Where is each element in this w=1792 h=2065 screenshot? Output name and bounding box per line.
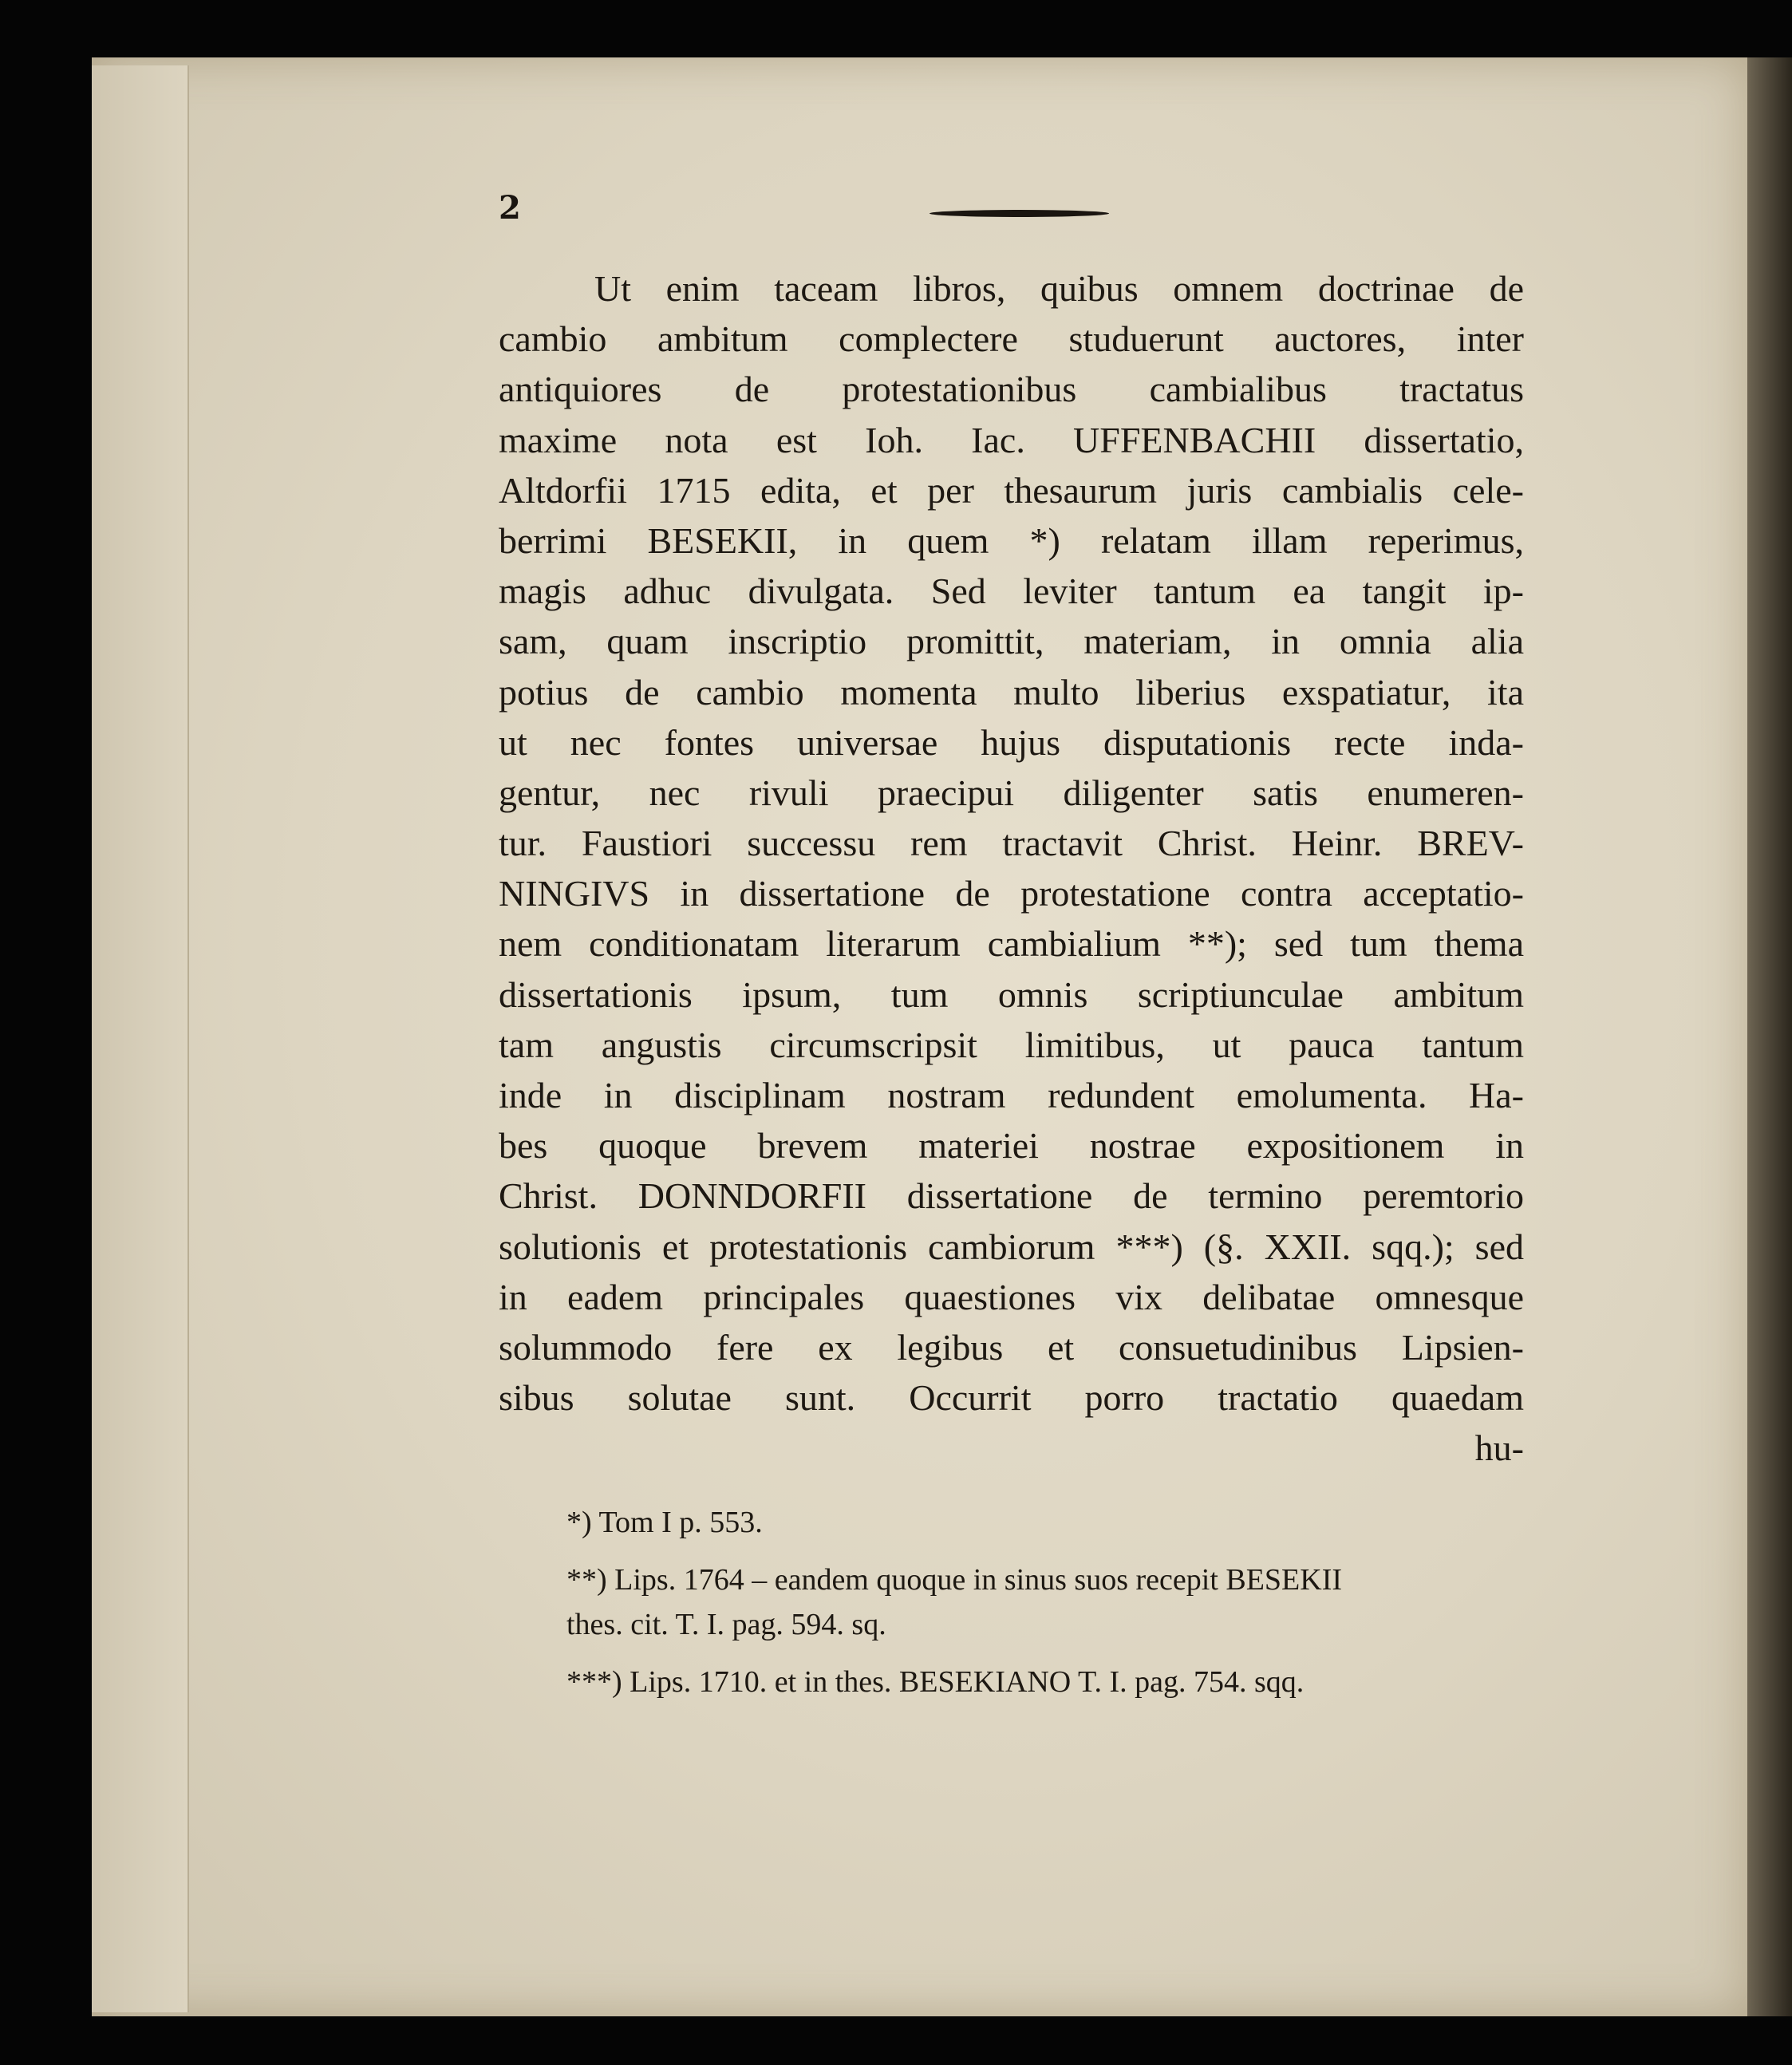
page-number: 2 [499, 189, 521, 227]
text-line: cambio ambitum complectere studuerunt auctores, inter [499, 318, 1524, 360]
text-line: solutionis et protestationis cambiorum ***) (§. XXII. sqq.); sed [499, 1226, 1524, 1267]
footnotes [499, 1500, 1524, 1704]
text-line: bes quoque brevem materiei nostrae expositionem in [499, 1125, 1524, 1167]
text-line: antiquiores de protestationibus cambialibus tractatus [499, 369, 1524, 410]
catchword: hu- [1474, 1427, 1524, 1469]
footnote: *) Tom I p. 553. [566, 1506, 763, 1539]
text-line: tur. Faustiori successu rem tractavit Christ. Heinr. BREV- [499, 823, 1524, 864]
footnote: **) Lips. 1764 – eandem quoque in sinus suos recepit BESEKII [566, 1563, 1343, 1597]
text-line: potius de cambio momenta multo liberius exspatiatur, ita [499, 671, 1524, 713]
text-line: in eadem principales quaestiones vix delibatae omnesque [499, 1276, 1524, 1317]
text-line: Ut enim taceam libros, quibus omnem doctrinae de [594, 268, 1524, 309]
text-line: sibus solutae sunt. Occurrit porro tractatio quaedam [499, 1377, 1524, 1419]
text-line: magis adhuc divulgata. Sed leviter tantum ea tangit ip- [499, 571, 1524, 612]
text-line: Christ. DONNDORFII dissertatione de termino peremtorio [499, 1175, 1524, 1217]
text-line: maxime nota est Ioh. Iac. UFFENBACHII dissertatio, [499, 419, 1524, 460]
text-line: inde in disciplinam nostram redundent emolumenta. Ha- [499, 1075, 1524, 1115]
footnote-continuation: thes. cit. T. I. pag. 594. sq. [566, 1608, 886, 1641]
book-spine-shadow [1747, 57, 1792, 2016]
text-line: tam angustis circumscripsit limitibus, ut pauca tantum [499, 1024, 1524, 1065]
text-line: dissertationis ipsum, tum omnis scriptiunculae ambitum [499, 973, 1524, 1015]
text-line: Altdorfii 1715 edita, et per thesaurum juris cambialis cele- [499, 469, 1524, 511]
text-line: sam, quam inscriptio promittit, materiam, in omnia alia [499, 621, 1524, 662]
page-header [499, 189, 1536, 227]
header-rule [930, 210, 1109, 217]
text-line: NINGIVS in dissertatione de protestatione contra acceptatio- [499, 873, 1524, 914]
text-line: nem conditionatam literarum cambialium **); sed tum thema [499, 923, 1524, 965]
footnote: ***) Lips. 1710. et in thes. BESEKIANO T. I. pag. 754. sqq. [566, 1665, 1305, 1699]
text-line: gentur, nec rivuli praecipui diligenter satis enumeren- [499, 772, 1524, 813]
text-line: ut nec fontes universae hujus disputationis recte inda- [499, 721, 1524, 763]
body-text [499, 263, 1524, 1474]
text-line: berrimi BESEKII, in quem *) relatam illam reperimus, [499, 519, 1524, 561]
page-edge [92, 65, 189, 2012]
text-line: solummodo fere ex legibus et consuetudinibus Lipsien- [499, 1326, 1524, 1368]
